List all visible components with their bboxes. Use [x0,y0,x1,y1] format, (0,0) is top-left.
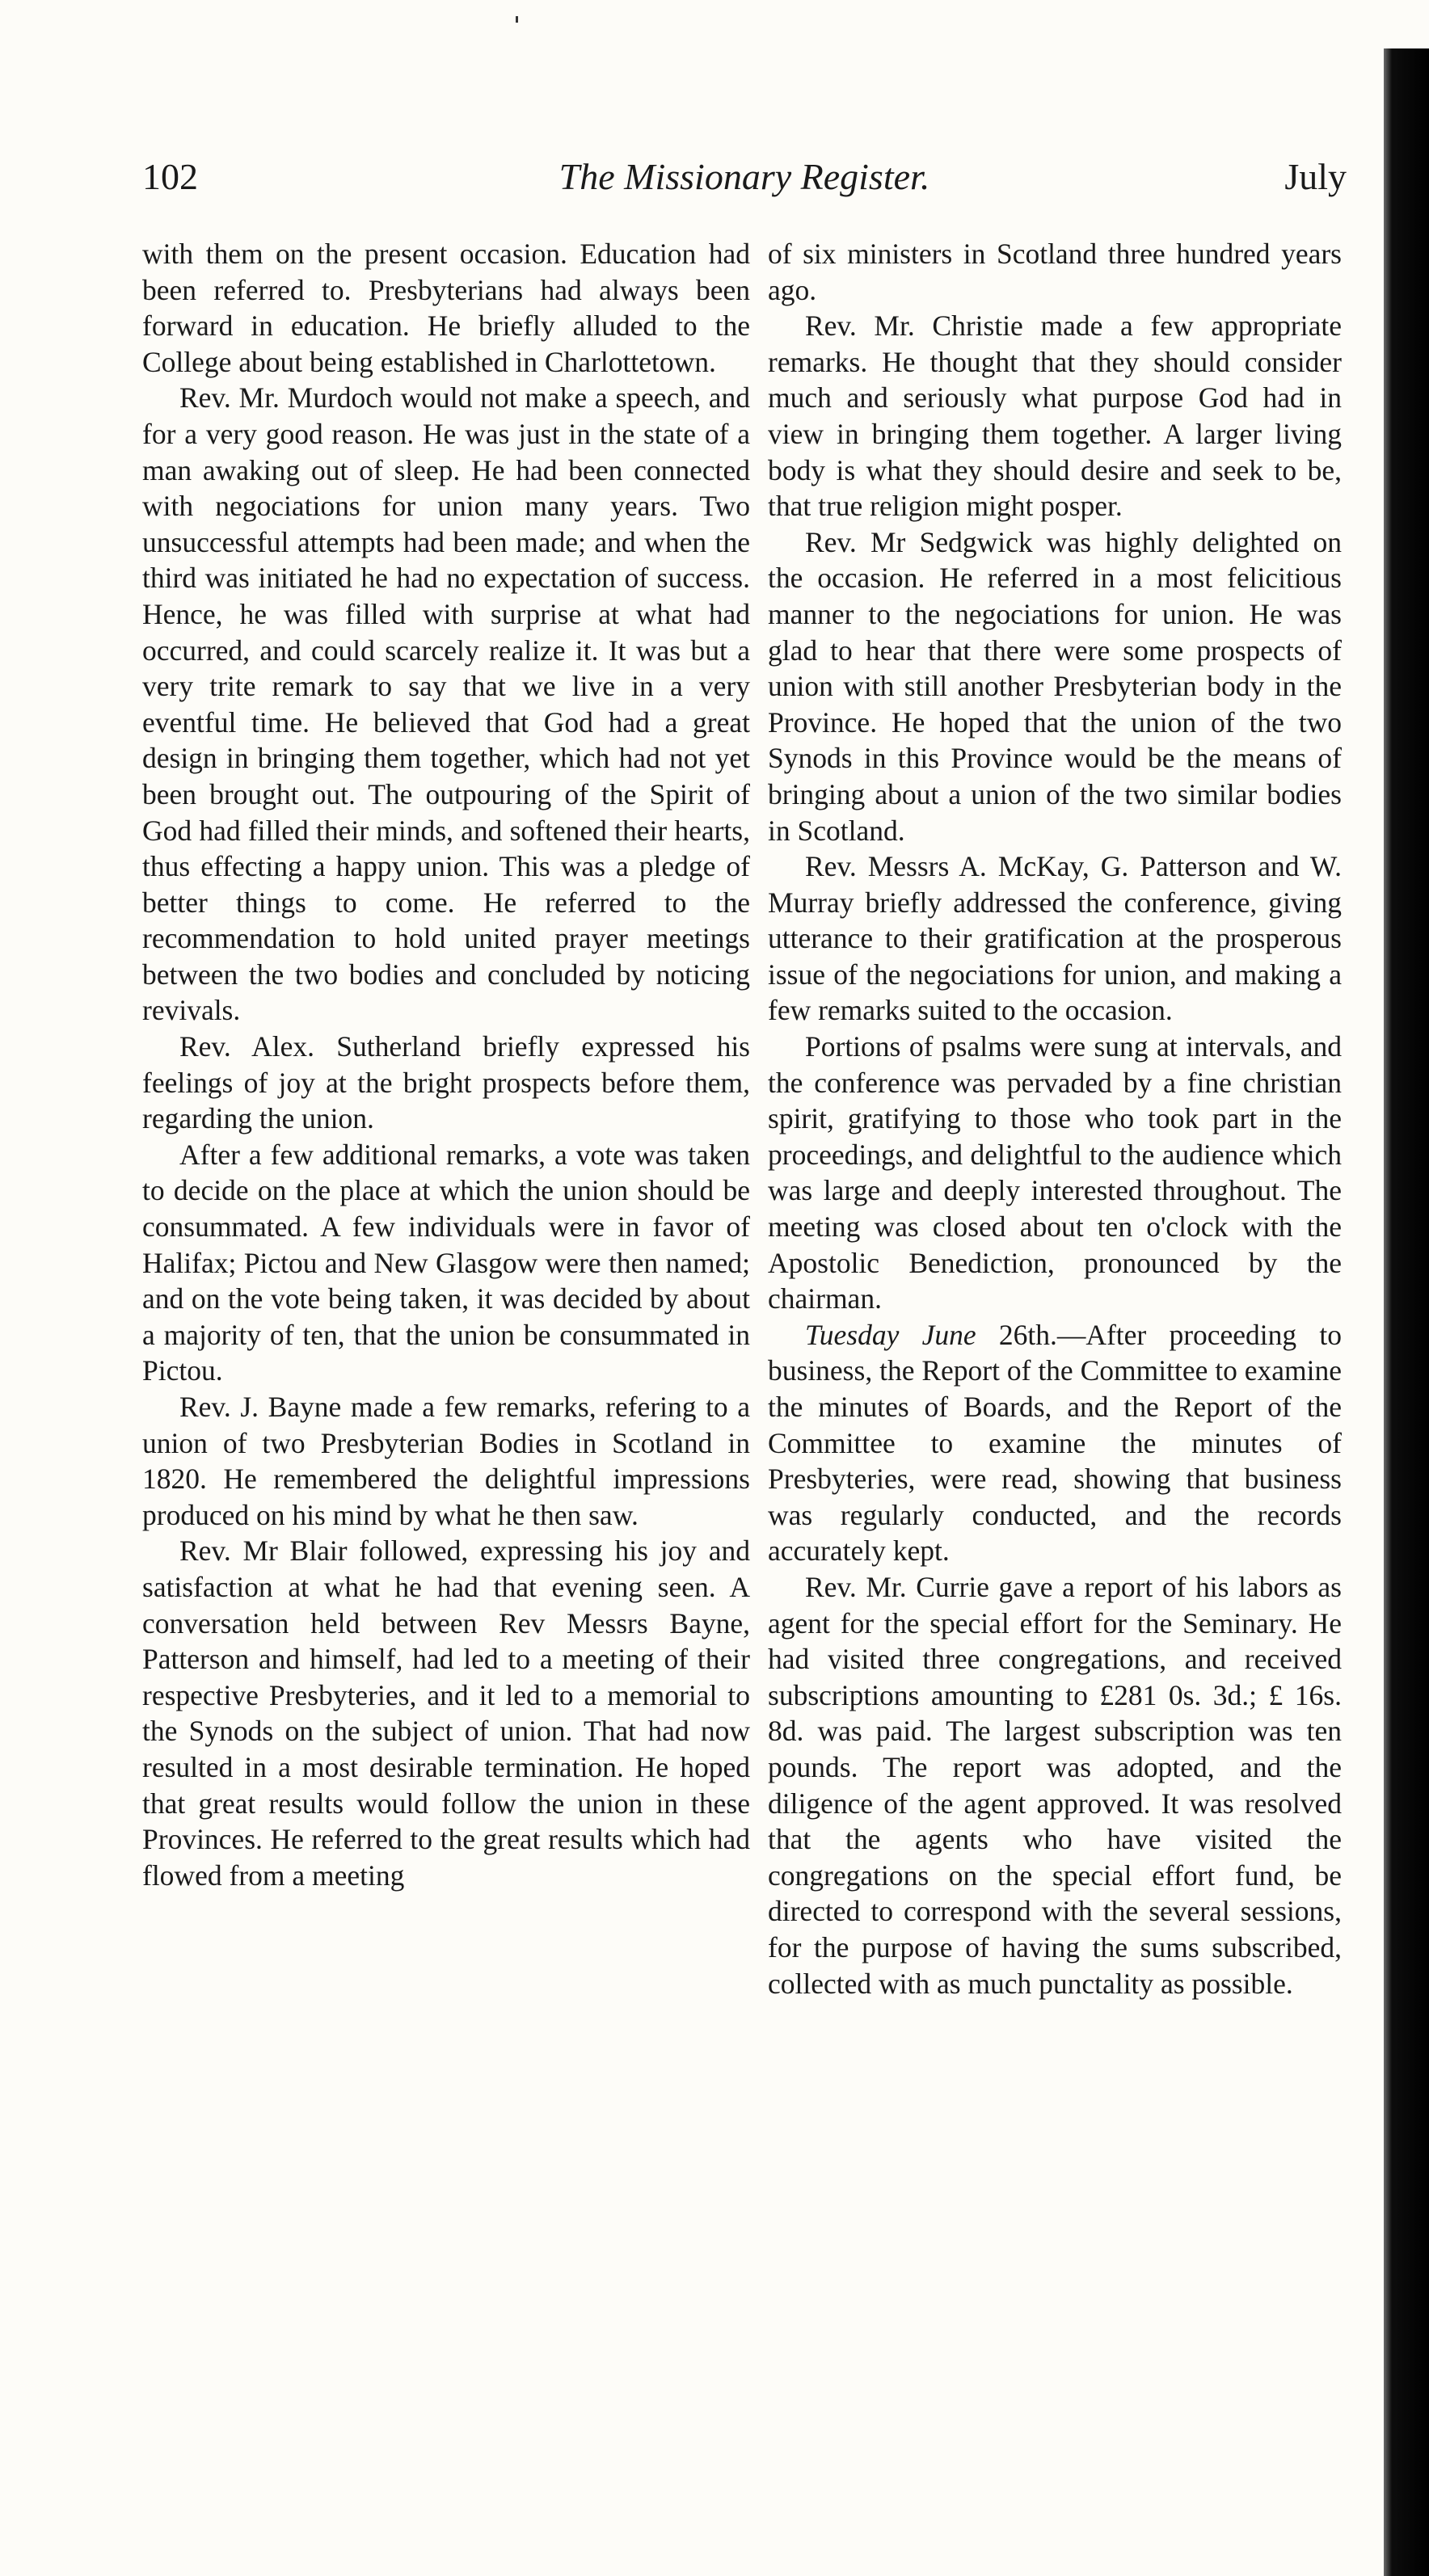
paragraph-vote: After a few additional remarks, a vote was taken to decide on the place at which the union should be consummated. A few individuals were in favor of Halifax; Pictou and New Glasgow were then named; and on the vote being taken, it was decided by about a majority of ten, that the union be consummated in Pictou. [142,1138,750,1387]
date-italic: Tuesday June [805,1318,976,1351]
paragraph-bayne: Rev. J. Bayne made a few remarks, refering to a union of two Presbyterian Bodies in Scotland in 1820. He remembered the delightful impressions produced on his mind by what he then saw. [142,1391,750,1531]
paragraph-sutherland: Rev. Alex. Sutherland briefly expressed his feelings of joy at the bright prospects before them, regarding the union. [142,1030,750,1135]
journal-title: The Missionary Register. [559,156,930,197]
right-column [768,236,1342,2001]
paragraph-psalms: Portions of psalms were sung at intervals, and the conference was pervaded by a fine christian spirit, gratifying to those who took part in the proceedings, and delightful to the audience which was large and deeply interested throughout. The meeting was closed about ten o'clock with the Apostolic Benediction, pronounced by the chairman. [768,1030,1342,1315]
running-month: July [1284,156,1347,197]
paragraph-blair: Rev. Mr Blair followed, expressing his joy and satisfaction at what he had that evening seen. A conversation held between Rev Messrs Bayne, Patterson and himself, had led to a meeting of their respective Presbyteries, and it led to a memorial to the Synods on the subject of union. That had now resulted in a most desirable termination. He hoped that great results would follow the union in these Provinces. He referred to the great results which had flowed from a meeting [142,1534,750,1892]
left-column [142,236,750,1893]
paragraph-christie: Rev. Mr. Christie made a few appropriate remarks. He thought that they should consider much and seriously what purpose God had in view in bringing them together. A larger living body is what they should desire and seek to be, that true religion might posper. [768,309,1342,523]
paragraph-currie: Rev. Mr. Currie gave a report of his labors as agent for the special effort for the Seminary. He had visited three congregations, and received subscriptions amounting to £281 0s. 3d.; £ 16s. 8d. was paid. The largest subscription was ten pounds. The report was adopted, and the diligence of the agent approved. It was resolved that the agents who have visited the congregations on the special effort fund, be directed to correspond with the several sessions, for the purpose of having the sums subscribed, collected with as much punctality as possible. [768,1570,1342,2000]
page-header [142,155,1347,204]
paragraph-continuation-right: of six ministers in Scotland three hundred years ago. [768,238,1342,306]
paragraph-tuesday [768,1317,1342,1569]
paragraph-continuation: with them on the present occasion. Education had been referred to. Presbyterians had always been forward in education. He briefly alluded to the College about being established in Charlottetown. [142,238,750,378]
paragraph-sedgwick: Rev. Mr Sedgwick was highly delighted on the occasion. He referred in a most felicitious manner to the negociations for union. He was glad to hear that there were some prospects of union with still another Presbyterian body in the Province. He hoped that the union of the two Synods in this Province would be the means of bringing about a union of the two similar bodies in Scotland. [768,525,1342,847]
tuesday-text: 26th.—After proceeding to business, the Report of the Committee to examine the minutes of Boards, and the Report of the Committee to examine the minutes of Presbyteries, were read, showing that business was regularly conducted, and the records accurately kept. [768,1318,1342,1568]
paragraph-mckay: Rev. Messrs A. McKay, G. Patterson and W. Murray briefly addressed the conference, giving utterance to their gratification at the prosperous issue of the negociations for union, and making a few remarks suited to the occasion. [768,850,1342,1027]
scan-mark [516,16,518,23]
paragraph-murdoch: Rev. Mr. Murdoch would not make a speech, and for a very good reason. He was just in the state of a man awaking out of sleep. He had been connected with negociations for union many years. Two unsuccessful attempts had been made; and when the third was initiated he had no expectation of success. Hence, he was filled with surprise at what had occurred, and could scarcely realize it. It was but a very trite remark to say that we live in a very eventful time. He believed that God had a great design in bringing them together, which had not yet been brought out. The outpouring of the Spirit of God had filled their minds, and softened their hearts, thus effecting a happy union. This was a pledge of better things to come. He referred to the recommendation to hold united prayer meetings between the two bodies and concluded by noticing revivals. [142,381,750,1027]
book-binding-shadow [1384,48,1429,2576]
page-number: 102 [142,156,198,197]
